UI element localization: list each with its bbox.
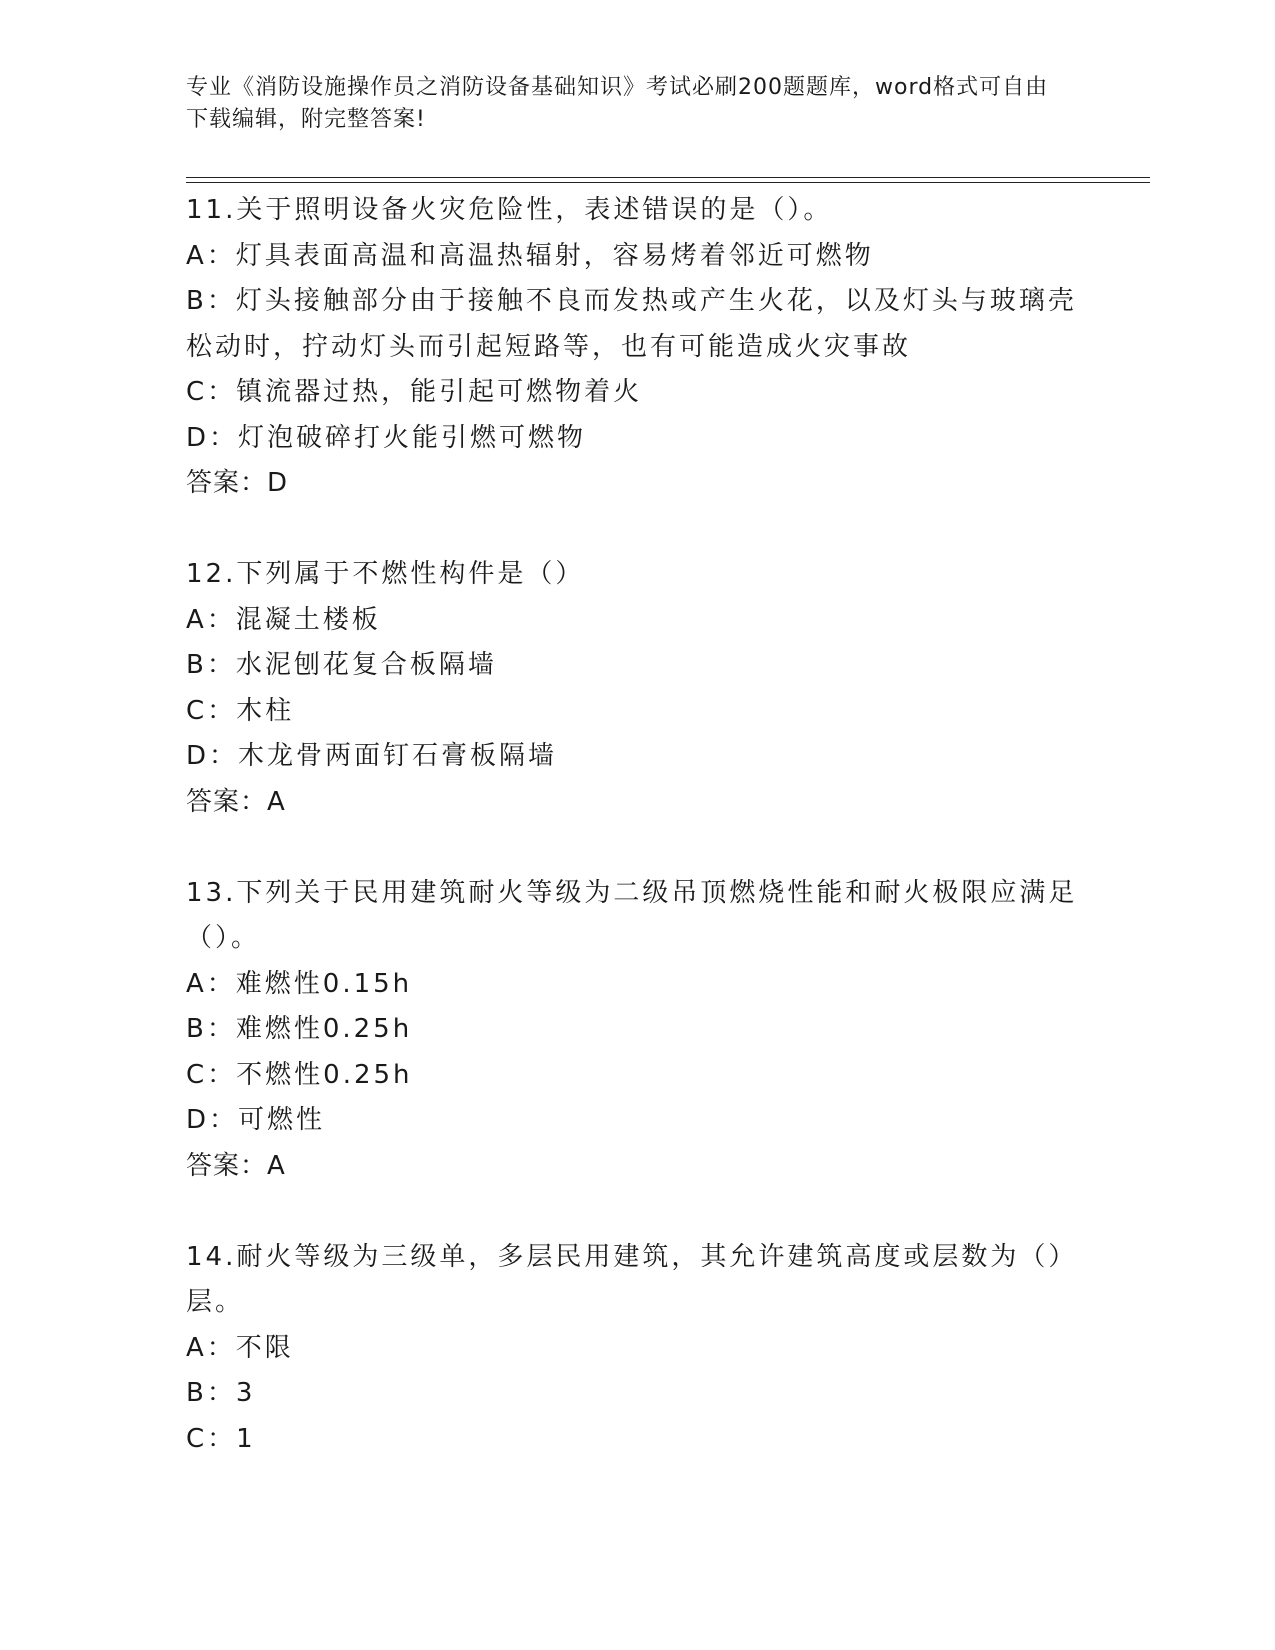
answer: 答案：A — [186, 786, 286, 817]
option-c: C：1 — [186, 1423, 256, 1454]
answer: 答案：A — [186, 1150, 286, 1181]
question-list — [186, 188, 1086, 1462]
option-b: B：难燃性0.25h — [186, 1014, 413, 1044]
question-13 — [186, 871, 1086, 1190]
option-c: C：镇流器过热，能引起可燃物着火 — [186, 377, 643, 407]
question-stem: 12.下列属于不燃性构件是（） — [186, 559, 585, 589]
option-b: B：水泥刨花复合板隔墙 — [186, 650, 497, 680]
question-stem: 13.下列关于民用建筑耐火等级为二级吊顶燃烧性能和耐火极限应满足（）。 — [186, 877, 1078, 953]
option-a: A：不限 — [186, 1332, 294, 1363]
question-stem: 11.关于照明设备火灾危险性，表述错误的是（）。 — [186, 195, 833, 225]
option-a: A：难燃性0.15h — [186, 968, 413, 999]
option-a: A：混凝土楼板 — [186, 604, 381, 635]
spacer — [186, 825, 1086, 871]
option-c: C：不燃性0.25h — [186, 1059, 413, 1090]
spacer — [186, 507, 1086, 553]
option-b: B：灯头接触部分由于接触不良而发热或产生火花，以及灯头与玻璃壳松动时，拧动灯头而引起短路等，也有可能造成火灾事故 — [186, 286, 1077, 362]
option-d: D：木龙骨两面钉石膏板隔墙 — [186, 741, 558, 771]
question-14 — [186, 1235, 1086, 1463]
option-d: D：灯泡破碎打火能引燃可燃物 — [186, 422, 587, 453]
header-divider — [186, 177, 1150, 183]
option-d: D：可燃性 — [186, 1105, 326, 1135]
question-stem: 14.耐火等级为三级单，多层民用建筑，其允许建筑高度或层数为（）层。 — [186, 1241, 1078, 1317]
question-11 — [186, 188, 1086, 507]
question-12 — [186, 552, 1086, 825]
option-a: A：灯具表面高温和高温热辐射，容易烤着邻近可燃物 — [186, 240, 874, 271]
spacer — [186, 1189, 1086, 1235]
option-c: C：木柱 — [186, 695, 295, 726]
answer: 答案：D — [186, 468, 289, 498]
page-header: 专业《消防设施操作员之消防设备基础知识》考试必刷200题题库，word格式可自由下载编辑，附完整答案! — [186, 75, 1049, 132]
option-b: B：3 — [186, 1378, 256, 1408]
